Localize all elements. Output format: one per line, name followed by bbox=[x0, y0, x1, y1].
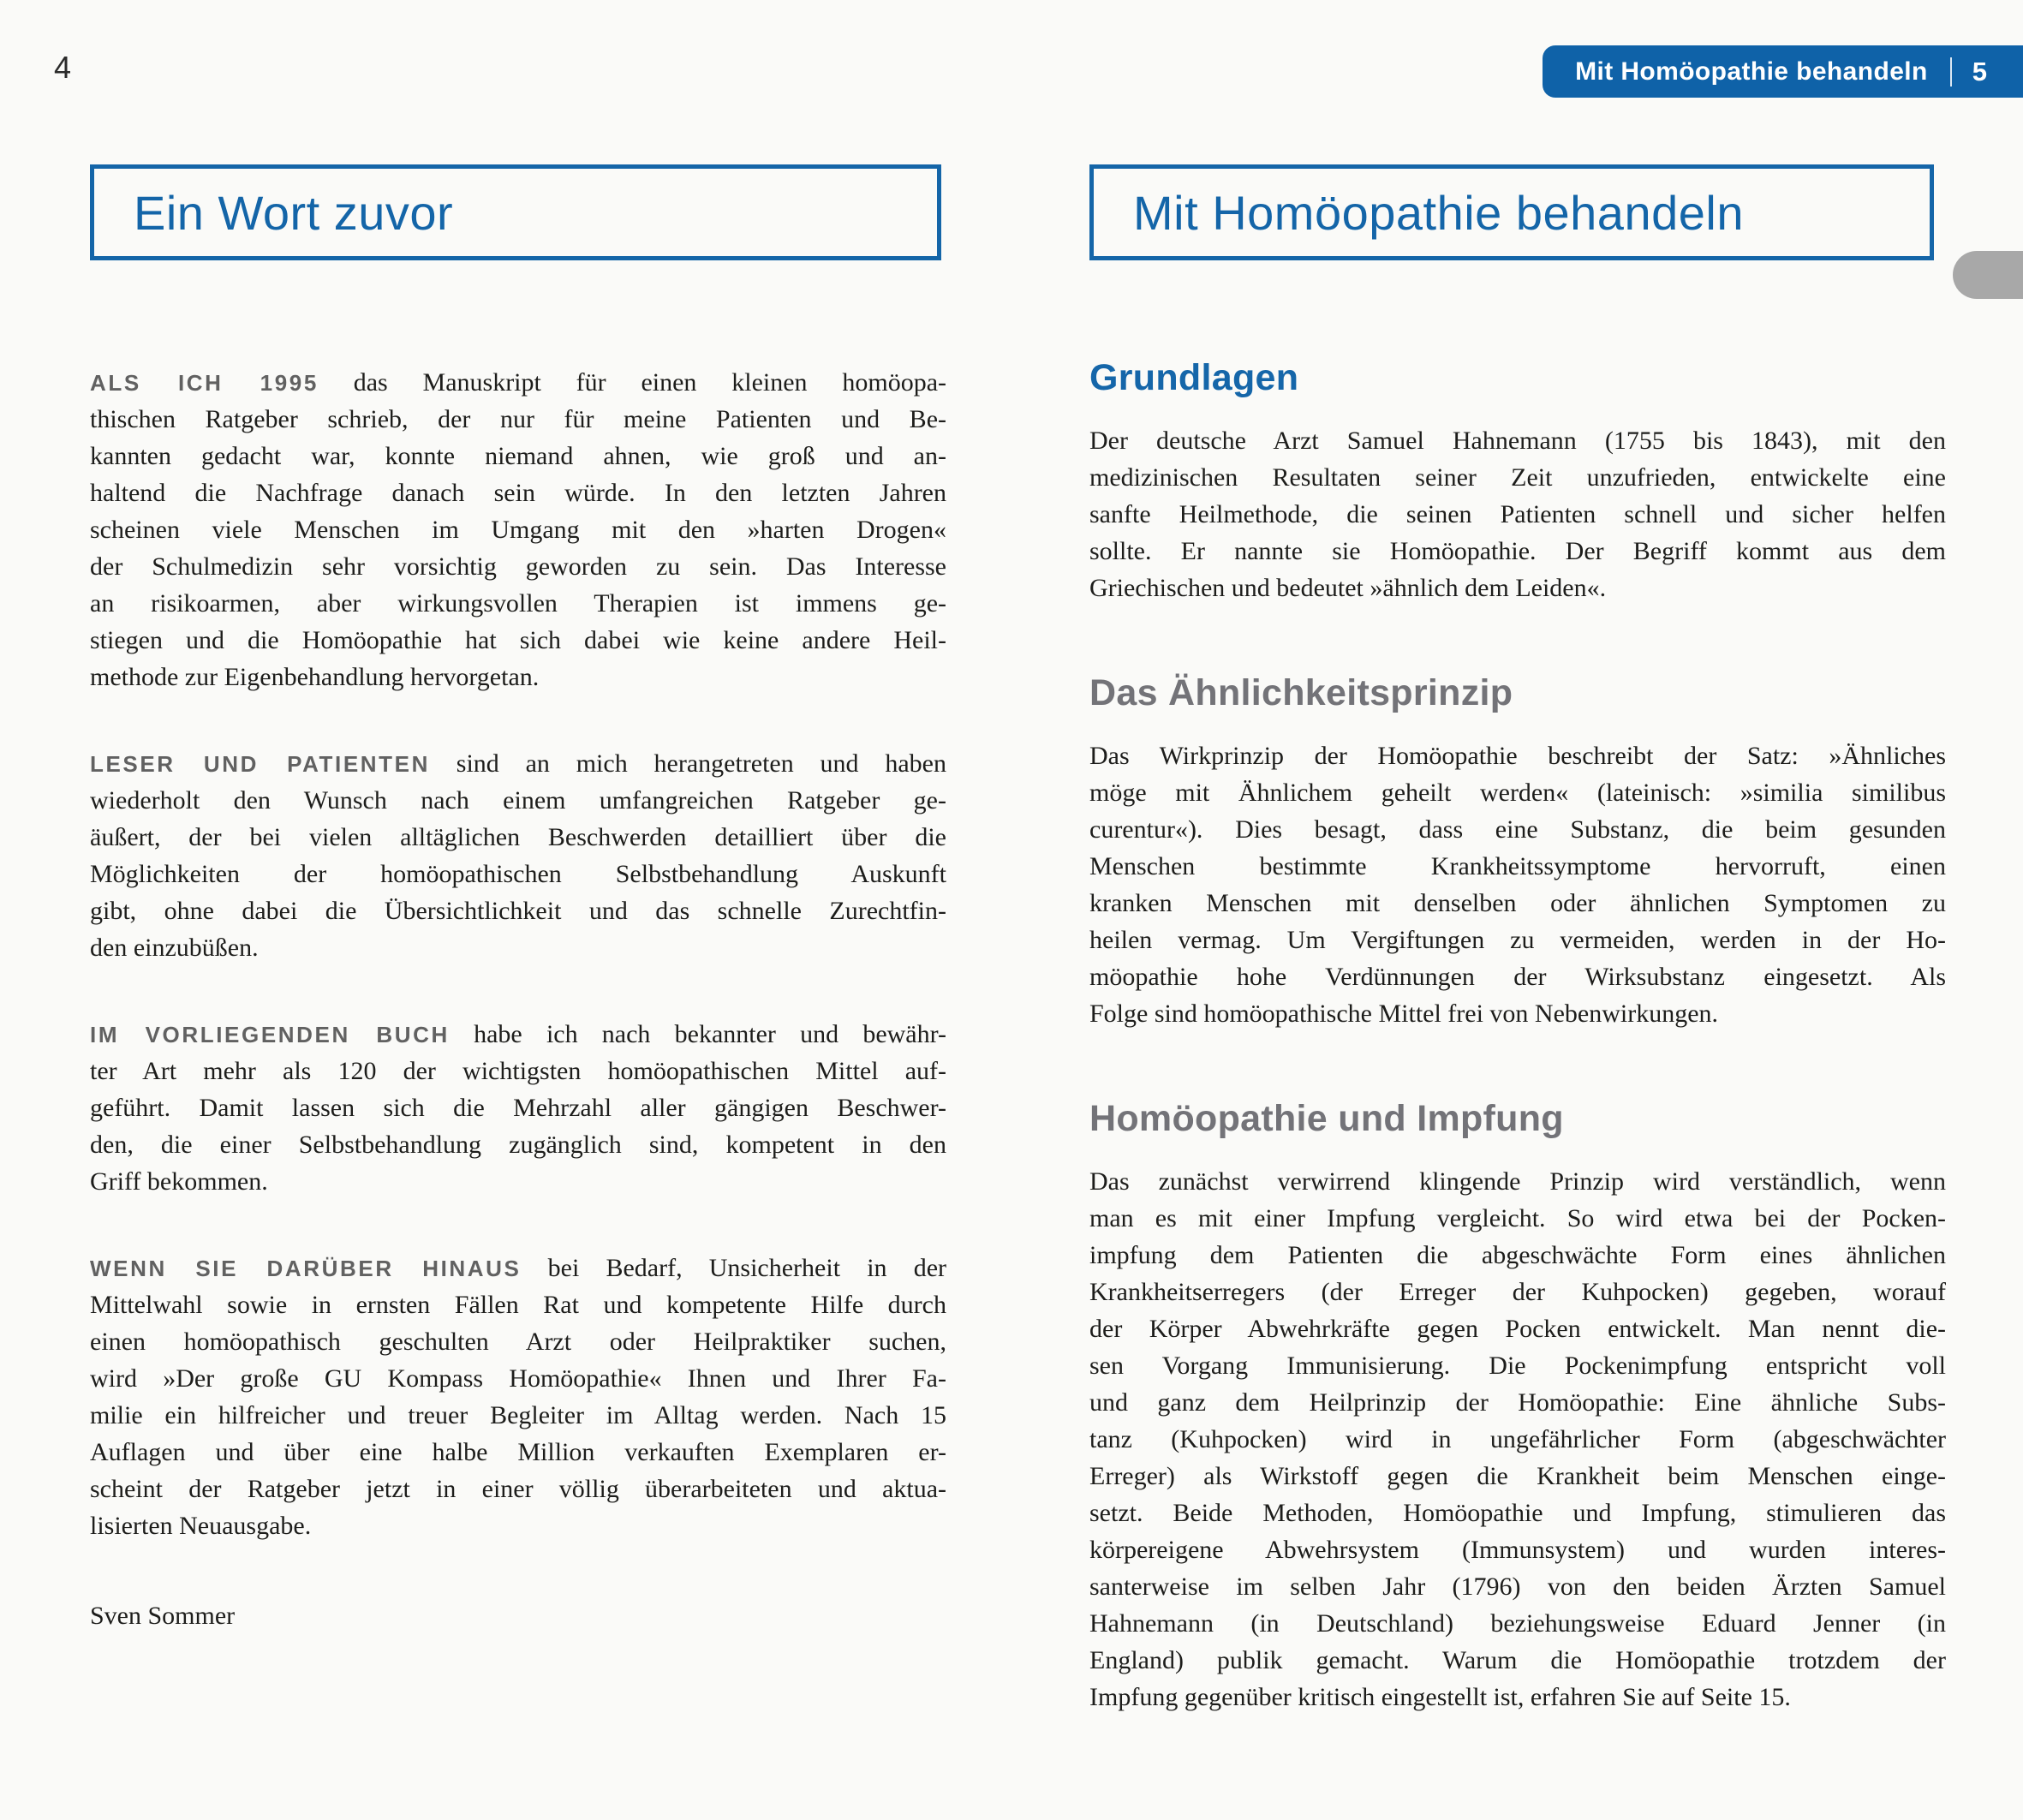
text-line: körpereigene Abwehrsystem (Immunsystem) und wurden interes- bbox=[1089, 1536, 1946, 1564]
text-line: und ganz dem Heilprinzip der Homöopathie: Eine ähnliche Subs- bbox=[1089, 1388, 1946, 1417]
text-line: Das Wirkprinzip der Homöopathie beschreibt der Satz: »Ähnliches bbox=[1089, 742, 1946, 770]
right-chapter-title-box bbox=[1089, 164, 1934, 260]
text-line: einen homöopathisch geschulten Arzt oder Heilpraktiker suchen, bbox=[90, 1328, 946, 1356]
section-heading: Grundlagen bbox=[1089, 357, 1299, 398]
text-line: der Körper Abwehrkräfte gegen Pocken entwickelt. Man nennt die- bbox=[1089, 1315, 1946, 1343]
text-line: Der deutsche Arzt Samuel Hahnemann (1755 bis 1843), mit den bbox=[1089, 427, 1946, 455]
text-line: Impfung gegenüber kritisch eingestellt ist, erfahren Sie auf Seite 15. bbox=[1089, 1683, 1791, 1711]
text-line: den einzubüßen. bbox=[90, 934, 259, 962]
left-page-number: 4 bbox=[54, 50, 72, 85]
section-grundlagen bbox=[1089, 355, 1946, 606]
right-chapter-title: Mit Homöopathie behandeln bbox=[1133, 185, 1744, 240]
paragraph-lead: LESER UND PATIENTEN bbox=[90, 751, 430, 777]
section-heading: Das Ähnlichkeitsprinzip bbox=[1089, 672, 1513, 713]
paragraph-lead-rest: das Manuskript für einen kleinen homöopa- bbox=[318, 368, 947, 397]
text-line: an risikoarmen, aber wirkungsvollen Therapien ist immens ge- bbox=[90, 589, 946, 618]
text-line bbox=[90, 364, 946, 401]
text-line: curentur«). Dies besagt, dass eine Substanz, die beim gesunden bbox=[1089, 815, 1946, 844]
text-line: Möglichkeiten der homöopathischen Selbstbehandlung Auskunft bbox=[90, 860, 946, 888]
text-line: stiegen und die Homöopathie hat sich dabei wie keine andere Heil- bbox=[90, 626, 946, 654]
text-line: lisierten Neuausgabe. bbox=[90, 1512, 312, 1540]
text-line: der Schulmedizin sehr vorsichtig geworden zu sein. Das Interesse bbox=[90, 552, 946, 581]
paragraph-lead: WENN SIE DARÜBER HINAUS bbox=[90, 1256, 522, 1281]
author-signature: Sven Sommer bbox=[90, 1602, 236, 1630]
right-text-column bbox=[1089, 355, 1946, 1716]
text-line: Mittelwahl sowie in ernsten Fällen Rat und kompetente Hilfe durch bbox=[90, 1291, 946, 1319]
text-line: äußert, der bei vielen alltäglichen Beschwerden detailliert über die bbox=[90, 823, 946, 851]
text-line: gibt, ohne dabei die Übersichtlichkeit und das schnelle Zurechtfin- bbox=[90, 897, 946, 925]
text-line: Griechischen und bedeutet »ähnlich dem Leiden«. bbox=[1089, 574, 1607, 602]
text-line: kranken Menschen mit denselben oder ähnlichen Symptomen zu bbox=[1089, 889, 1946, 917]
text-line: Griff bekommen. bbox=[90, 1167, 268, 1196]
text-line: sollte. Er nannte sie Homöopathie. Der Begriff kommt aus dem bbox=[1089, 537, 1946, 565]
text-line: medizinischen Resultaten seiner Zeit unzufrieden, entwickelte eine bbox=[1089, 463, 1946, 492]
text-line: möge mit Ähnlichem geheilt werden« (lateinisch: »similia similibus bbox=[1089, 779, 1946, 807]
text-line: möopathie hohe Verdünnungen der Wirksubstanz eingesetzt. Als bbox=[1089, 963, 1946, 991]
text-line: sen Vorgang Immunisierung. Die Pockenimpfung entspricht voll bbox=[1089, 1352, 1946, 1380]
text-line bbox=[90, 745, 946, 782]
paragraph bbox=[90, 364, 946, 695]
text-line: den, die einer Selbstbehandlung zugänglich sind, kompetent in den bbox=[90, 1131, 946, 1159]
section-aehnlichkeitsprinzip bbox=[1089, 671, 1946, 1032]
text-line: scheint der Ratgeber jetzt in einer völlig überarbeiteten und aktua- bbox=[90, 1475, 946, 1503]
paragraph-lead-rest: sind an mich herangetreten und haben bbox=[429, 749, 947, 778]
text-line: Krankheitserregers (der Erreger der Kuhpocken) gegeben, worauf bbox=[1089, 1278, 1946, 1306]
text-line bbox=[90, 1250, 946, 1286]
text-line: impfung dem Patienten die abgeschwächte Form eines ähnlichen bbox=[1089, 1241, 1946, 1269]
text-line: Hahnemann (in Deutschland) beziehungsweise Eduard Jenner (in bbox=[1089, 1609, 1946, 1638]
text-line: milie ein hilfreicher und treuer Begleiter im Alltag werden. Nach 15 bbox=[90, 1401, 946, 1429]
text-line: wiederholt den Wunsch nach einem umfangreichen Ratgeber ge- bbox=[90, 786, 946, 815]
text-line: santerweise im selben Jahr (1796) von den beiden Ärzten Samuel bbox=[1089, 1572, 1946, 1601]
text-line: methode zur Eigenbehandlung hervorgetan. bbox=[90, 663, 540, 691]
left-text-column bbox=[90, 364, 946, 1634]
right-page-number: 5 bbox=[1972, 56, 1987, 87]
text-line: thischen Ratgeber schrieb, der nur für meine Patienten und Be- bbox=[90, 405, 946, 433]
paragraph-lead-rest: bei Bedarf, Unsicherheit in der bbox=[521, 1254, 946, 1282]
left-chapter-title-box bbox=[90, 164, 941, 260]
paragraph-lead-rest: habe ich nach bekannter und bewähr- bbox=[449, 1020, 947, 1048]
text-line: tanz (Kuhpocken) wird in ungefährlicher Form (abgeschwächter bbox=[1089, 1425, 1946, 1453]
text-line: wird »Der große GU Kompass Homöopathie« Ihnen und Ihrer Fa- bbox=[90, 1364, 946, 1393]
left-chapter-title: Ein Wort zuvor bbox=[134, 185, 454, 240]
text-line: Folge sind homöopathische Mittel frei von Nebenwirkungen. bbox=[1089, 1000, 1719, 1028]
paragraph-lead: ALS ICH 1995 bbox=[90, 370, 319, 396]
text-line: scheinen viele Menschen im Umgang mit den »harten Drogen« bbox=[90, 516, 946, 544]
text-line bbox=[90, 1016, 946, 1053]
paragraph-lead: IM VORLIEGENDEN BUCH bbox=[90, 1022, 450, 1047]
text-line: Menschen bestimmte Krankheitssymptome hervorruft, einen bbox=[1089, 852, 1946, 880]
text-line: geführt. Damit lassen sich die Mehrzahl aller gängigen Beschwer- bbox=[90, 1094, 946, 1122]
text-line: kannten gedacht war, konnte niemand ahnen, wie groß und an- bbox=[90, 442, 946, 470]
text-line: haltend die Nachfrage danach sein würde. In den letzten Jahren bbox=[90, 479, 946, 507]
text-line: man es mit einer Impfung vergleicht. So wird etwa bei der Pocken- bbox=[1089, 1204, 1946, 1232]
paragraph bbox=[90, 745, 946, 966]
text-line: ter Art mehr als 120 der wichtigsten homöopathischen Mittel auf- bbox=[90, 1057, 946, 1085]
section-homoeopathie-und-impfung bbox=[1089, 1096, 1946, 1716]
text-line: Das zunächst verwirrend klingende Prinzip wird verständlich, wenn bbox=[1089, 1167, 1946, 1196]
running-header-title: Mit Homöopathie behandeln bbox=[1575, 57, 1928, 86]
text-line: England) publik gemacht. Warum die Homöopathie trotzdem der bbox=[1089, 1646, 1946, 1674]
running-header-divider bbox=[1950, 57, 1952, 87]
text-line: Erreger) als Wirkstoff gegen die Krankheit beim Menschen einge- bbox=[1089, 1462, 1946, 1490]
text-line: setzt. Beide Methoden, Homöopathie und Impfung, stimulieren das bbox=[1089, 1499, 1946, 1527]
paragraph bbox=[90, 1016, 946, 1200]
paragraph bbox=[90, 1250, 946, 1544]
section-heading: Homöopathie und Impfung bbox=[1089, 1098, 1564, 1139]
running-header-tab bbox=[1543, 45, 2023, 98]
text-line: heilen vermag. Um Vergiftungen zu vermeiden, werden in der Ho- bbox=[1089, 926, 1946, 954]
fore-edge-tab bbox=[1953, 251, 2023, 299]
text-line: Auflagen und über eine halbe Million verkauften Exemplaren er- bbox=[90, 1438, 946, 1466]
text-line: sanfte Heilmethode, die seinen Patienten schnell und sicher helfen bbox=[1089, 500, 1946, 528]
